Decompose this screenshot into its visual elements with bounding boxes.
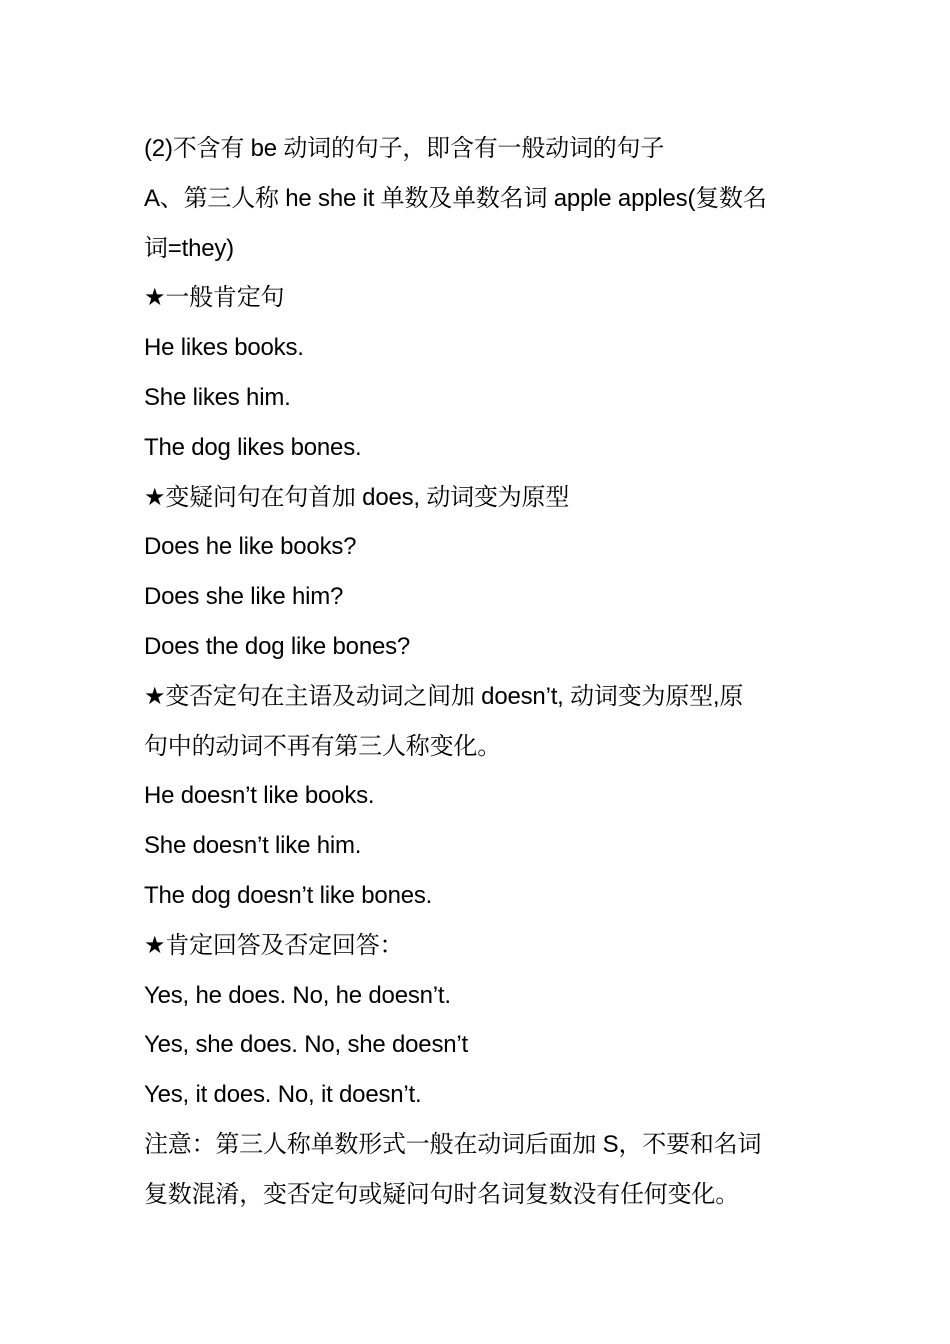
section-affirmative: ★一般肯定句 bbox=[144, 284, 285, 312]
example-sentence: Does she like him? bbox=[144, 583, 344, 611]
example-sentence: Does the dog like bones? bbox=[144, 632, 411, 660]
document-page bbox=[144, 124, 824, 1220]
section-negative-line-1: ★变否定句在主语及动词之间加 doesn’t, 动词变为原型,原 bbox=[144, 682, 744, 710]
example-sentence: The dog likes bones. bbox=[144, 433, 362, 461]
section-negative-line-2: 句中的动词不再有第三人称变化。 bbox=[144, 732, 501, 760]
note-line-2: 复数混淆，变否定句或疑问句时名词复数没有任何变化。 bbox=[144, 1180, 739, 1208]
example-sentence: The dog doesn’t like bones. bbox=[144, 881, 433, 909]
section-question: ★变疑问句在句首加 does, 动词变为原型 bbox=[144, 483, 570, 511]
example-sentence: Does he like books? bbox=[144, 533, 357, 561]
section-answers: ★肯定回答及否定回答： bbox=[144, 931, 404, 959]
example-sentence: She likes him. bbox=[144, 383, 291, 411]
example-answer: Yes, he does. No, he doesn’t. bbox=[144, 981, 451, 1009]
example-answer: Yes, it does. No, it doesn’t. bbox=[144, 1081, 422, 1109]
rule-third-person-line-1: A、第三人称 he she it 单数及单数名词 apple apples(复数名 bbox=[144, 184, 767, 212]
rule-third-person-line-2: 词=they) bbox=[144, 234, 234, 262]
note-line-1: 注意：第三人称单数形式一般在动词后面加 S，不要和名词 bbox=[144, 1130, 762, 1158]
example-sentence: He likes books. bbox=[144, 334, 304, 362]
example-sentence: He doesn’t like books. bbox=[144, 782, 375, 810]
example-answer: Yes, she does. No, she doesn’t bbox=[144, 1031, 469, 1059]
example-sentence: She doesn’t like him. bbox=[144, 832, 362, 860]
heading-no-be-verb: (2)不含有 be 动词的句子，即含有一般动词的句子 bbox=[144, 135, 665, 162]
